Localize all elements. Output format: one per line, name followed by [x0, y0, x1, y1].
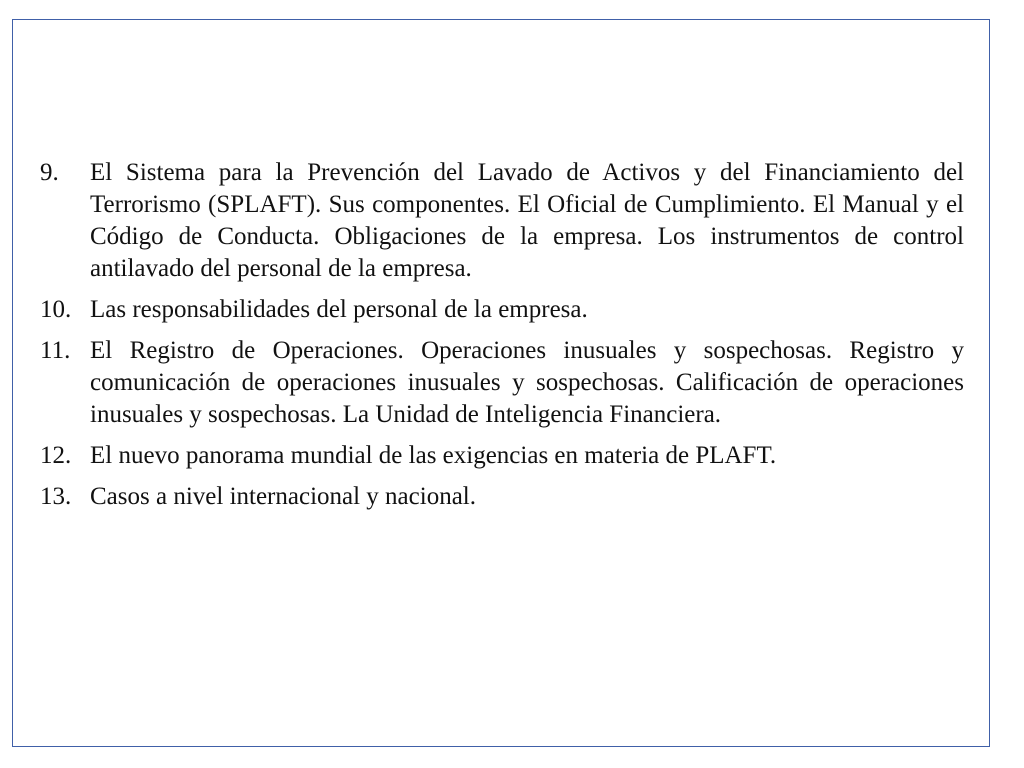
- list-item: [40, 440, 964, 472]
- list-item-number: 12.: [40, 442, 72, 469]
- slide-content: [40, 157, 964, 522]
- list-item-text: Las responsabilidades del personal de la empresa.: [90, 296, 588, 323]
- topic-list: [40, 157, 964, 513]
- list-item-text: El nuevo panorama mundial de las exigencias en materia de PLAFT.: [90, 442, 777, 469]
- list-item-text: El Registro de Operaciones. Operaciones inusuales y sospechosas. Registro y comunicación de operaciones inusuales y sospechosas. Calificación de operaciones inusuales y sospechosas. La Unidad de Inteligencia Financiera.: [90, 337, 964, 428]
- list-item: [40, 481, 964, 513]
- list-item-number: 11.: [40, 337, 71, 364]
- list-item: [40, 335, 964, 431]
- list-item-number: 9.: [40, 159, 59, 186]
- list-item-number: 13.: [40, 483, 72, 510]
- list-item: [40, 294, 964, 326]
- list-item-text: El Sistema para la Prevención del Lavado de Activos y del Financiamiento del Terrorismo (SPLAFT). Sus componentes. El Oficial de Cumplimiento. El Manual y el Código de Conducta. Obligaciones de la empresa. Los instrumentos de control antilavado del personal de la empresa.: [90, 159, 964, 282]
- list-item-text: Casos a nivel internacional y nacional.: [90, 483, 476, 510]
- list-item: [40, 157, 964, 285]
- list-item-number: 10.: [40, 296, 72, 323]
